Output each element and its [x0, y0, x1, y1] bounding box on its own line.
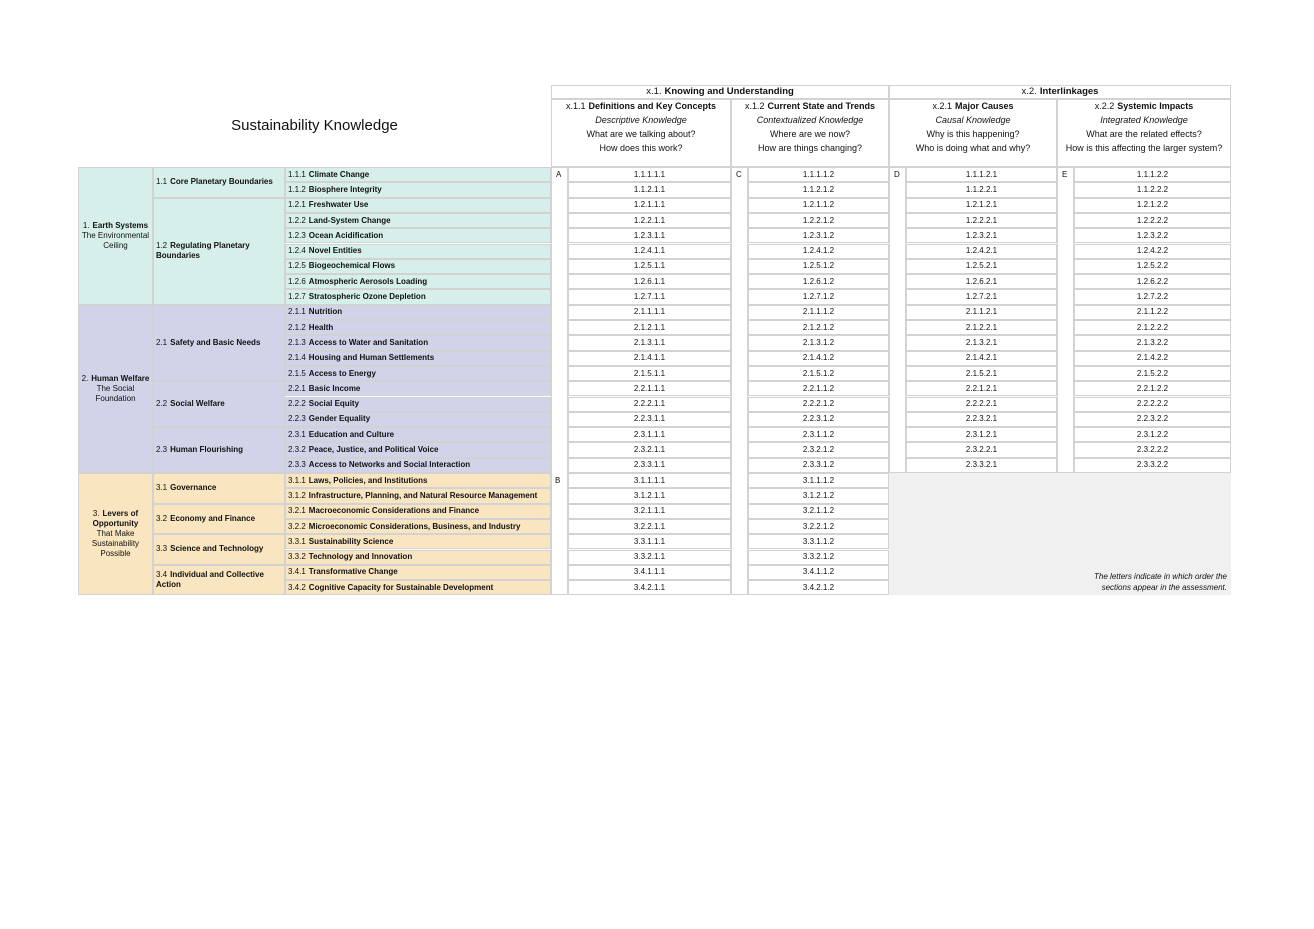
code-cell: 1.2.3.1.1 — [568, 228, 731, 243]
theme-cell — [153, 305, 285, 382]
topic-cell — [285, 550, 551, 565]
code-cell: 2.1.3.2.2 — [1074, 335, 1231, 350]
topic-label: Access to Energy — [308, 368, 376, 378]
topic-cell — [285, 473, 551, 488]
theme-number: 3.3 — [156, 544, 168, 554]
code-cell: 2.1.3.2.1 — [906, 335, 1057, 350]
code-cell: 2.2.3.2.1 — [906, 412, 1057, 427]
theme-number: 2.2 — [156, 399, 168, 409]
topic-cell — [285, 504, 551, 519]
topic-label: Sustainability Science — [308, 536, 394, 546]
code-cell: 2.3.2.1.1 — [568, 442, 731, 457]
topic-cell — [285, 565, 551, 580]
column-question-2: Who is doing what and why? — [915, 143, 1031, 153]
code-cell: 2.1.2.2.2 — [1074, 320, 1231, 335]
topic-label: Access to Networks and Social Interaction — [308, 460, 471, 470]
topic-label: Health — [308, 322, 334, 332]
topic-cell — [285, 198, 551, 213]
code-cell: 1.2.2.1.1 — [568, 213, 731, 228]
code-cell: 2.3.1.2.1 — [906, 427, 1057, 442]
code-cell: 3.4.1.1.1 — [568, 565, 731, 580]
topic-cell — [285, 320, 551, 335]
column-knowledge-type: Integrated Knowledge — [1100, 115, 1188, 125]
column-header-frame — [551, 99, 731, 167]
topic-cell — [285, 366, 551, 381]
topic-number: 1.2.6 — [288, 276, 306, 286]
column-label: Systemic Impacts — [1117, 101, 1194, 111]
theme-number: 1.2 — [156, 241, 168, 251]
code-cell: 3.4.2.1.2 — [748, 580, 889, 595]
column-group-header — [889, 85, 1231, 99]
topic-cell — [285, 228, 551, 243]
column-question-2: How is this affecting the larger system? — [1065, 143, 1223, 153]
topic-label: Land-System Change — [308, 215, 391, 225]
theme-number: 1.1 — [156, 177, 168, 187]
code-cell: 2.2.1.1.1 — [568, 381, 731, 396]
topic-number: 2.3.2 — [288, 445, 306, 455]
topic-cell — [285, 259, 551, 274]
topic-number: 3.1.2 — [288, 490, 306, 500]
theme-label: Science and Technology — [170, 544, 264, 554]
domain-label: Levers of Opportunity — [92, 509, 139, 529]
topic-cell — [285, 442, 551, 457]
column-knowledge-type: Descriptive Knowledge — [595, 115, 687, 125]
code-cell: 1.2.6.1.1 — [568, 274, 731, 289]
theme-number: 3.1 — [156, 483, 168, 493]
column-question-2: How are things changing? — [757, 143, 863, 153]
topic-label: Technology and Innovation — [308, 552, 413, 562]
code-cell: 1.2.1.1.2 — [748, 198, 889, 213]
topic-number: 3.2.2 — [288, 521, 306, 531]
code-cell: 2.2.2.1.1 — [568, 397, 731, 412]
code-cell: 2.1.5.1.1 — [568, 366, 731, 381]
topic-label: Social Equity — [308, 399, 360, 409]
code-cell: 2.1.3.1.1 — [568, 335, 731, 350]
topic-number: 1.1.1 — [288, 169, 306, 179]
interlinkage-na-area — [889, 473, 1231, 595]
code-cell: 2.1.5.2.2 — [1074, 366, 1231, 381]
code-cell: 1.2.5.1.2 — [748, 259, 889, 274]
code-cell: 2.2.1.1.2 — [748, 381, 889, 396]
topic-number: 2.2.3 — [288, 414, 306, 424]
topic-number: 1.2.1 — [288, 200, 306, 210]
topic-label: Housing and Human Settlements — [308, 353, 435, 363]
column-knowledge-type: Contextualized Knowledge — [756, 115, 864, 125]
topic-cell — [285, 305, 551, 320]
domain-subtitle: The Environmental Ceiling — [81, 230, 150, 250]
topic-number: 2.1.2 — [288, 322, 306, 332]
topic-cell — [285, 244, 551, 259]
theme-number: 2.3 — [156, 445, 168, 455]
column-question-1: Where are we now? — [769, 129, 851, 139]
topic-label: Gender Equality — [308, 414, 371, 424]
topic-cell — [285, 213, 551, 228]
topic-label: Stratospheric Ozone Depletion — [308, 292, 426, 302]
topic-label: Transformative Change — [308, 567, 398, 577]
topic-label: Climate Change — [308, 169, 370, 179]
column-label: Definitions and Key Concepts — [588, 101, 717, 111]
code-cell: 2.2.3.1.1 — [568, 412, 731, 427]
code-cell: 3.2.1.1.1 — [568, 504, 731, 519]
theme-title — [156, 338, 260, 348]
code-cell: 2.3.1.1.1 — [568, 427, 731, 442]
code-cell: 2.1.1.1.1 — [568, 305, 731, 320]
domain-title — [79, 509, 152, 529]
code-cell: 2.1.4.2.1 — [906, 351, 1057, 366]
topic-number: 2.1.5 — [288, 368, 306, 378]
code-cell: 3.2.2.1.1 — [568, 519, 731, 534]
topic-label: Access to Water and Sanitation — [308, 337, 429, 347]
code-cell: 2.2.2.2.1 — [906, 397, 1057, 412]
code-cell: 1.2.2.1.2 — [748, 213, 889, 228]
code-cell: 1.2.2.2.1 — [906, 213, 1057, 228]
code-cell: 2.2.1.2.2 — [1074, 381, 1231, 396]
code-cell: 1.1.2.1.1 — [568, 182, 731, 197]
column-label: Major Causes — [954, 101, 1014, 111]
column-group-number: x.1. — [646, 86, 662, 97]
topic-number: 3.2.1 — [288, 506, 306, 516]
topic-number: 2.1.1 — [288, 307, 306, 317]
code-cell: 1.1.2.1.2 — [748, 182, 889, 197]
code-cell: 2.3.1.1.2 — [748, 427, 889, 442]
code-cell: 1.2.5.2.1 — [906, 259, 1057, 274]
domain-cell — [78, 305, 153, 473]
theme-number: 2.1 — [156, 337, 168, 347]
topic-number: 2.1.4 — [288, 353, 306, 363]
code-cell: 2.1.5.1.2 — [748, 366, 889, 381]
code-cell: 2.2.1.2.1 — [906, 381, 1057, 396]
code-cell: 1.2.6.1.2 — [748, 274, 889, 289]
topic-cell — [285, 274, 551, 289]
column-number: x.2.1 — [932, 101, 952, 111]
theme-label: Social Welfare — [170, 399, 225, 409]
code-cell: 1.2.6.2.2 — [1074, 274, 1231, 289]
theme-cell — [153, 565, 285, 596]
topic-label: Macroeconomic Considerations and Finance — [308, 506, 480, 516]
code-cell: 2.3.3.2.1 — [906, 458, 1057, 473]
code-cell: 2.1.2.2.1 — [906, 320, 1057, 335]
theme-cell — [153, 427, 285, 473]
column-header-frame — [889, 99, 1057, 167]
domain-title — [83, 221, 148, 231]
domain-number: 1. — [82, 220, 90, 230]
theme-title — [156, 399, 225, 409]
code-cell: 2.1.3.1.2 — [748, 335, 889, 350]
theme-label: Safety and Basic Needs — [170, 337, 261, 347]
code-cell: 2.2.3.2.2 — [1074, 412, 1231, 427]
topic-label: Freshwater Use — [308, 200, 369, 210]
domain-number: 2. — [81, 373, 89, 383]
theme-title — [156, 483, 216, 493]
code-cell: 1.2.7.2.1 — [906, 289, 1057, 304]
column-question-2: How does this work? — [599, 143, 683, 153]
theme-cell — [153, 167, 285, 198]
domain-subtitle: The Social Foundation — [95, 383, 136, 403]
column-number: x.1.1 — [565, 101, 586, 111]
theme-label: Core Planetary Boundaries — [170, 177, 273, 187]
topic-number: 1.2.4 — [288, 246, 306, 256]
column-header-frame — [731, 99, 889, 167]
code-cell: 3.3.2.1.1 — [568, 550, 731, 565]
code-cell: 1.2.7.1.1 — [568, 289, 731, 304]
topic-label: Novel Entities — [308, 246, 362, 256]
topic-cell — [285, 289, 551, 304]
topic-number: 2.2.2 — [288, 399, 306, 409]
topic-cell — [285, 182, 551, 197]
topic-label: Infrastructure, Planning, and Natural Resource Management — [308, 490, 538, 500]
column-group-label: Interlinkages — [1039, 86, 1099, 97]
page-title: Sustainability Knowledge — [231, 116, 398, 134]
column-label: Current State and Trends — [767, 101, 876, 111]
code-cell: 3.3.1.1.2 — [748, 534, 889, 549]
topic-label: Biogeochemical Flows — [308, 261, 396, 271]
code-cell: 1.2.4.2.2 — [1074, 244, 1231, 259]
topic-label: Biosphere Integrity — [308, 184, 382, 194]
domain-title — [82, 374, 150, 384]
topic-label: Education and Culture — [308, 429, 395, 439]
theme-label: Governance — [170, 483, 217, 493]
topic-label: Basic Income — [308, 383, 361, 393]
code-cell: 1.2.1.1.1 — [568, 198, 731, 213]
code-cell: 1.2.7.2.2 — [1074, 289, 1231, 304]
code-cell: 1.2.7.1.2 — [748, 289, 889, 304]
theme-cell — [153, 381, 285, 427]
topic-cell — [285, 381, 551, 396]
theme-label: Economy and Finance — [170, 513, 256, 523]
topic-number: 2.2.1 — [288, 383, 306, 393]
topic-number: 3.3.2 — [288, 552, 306, 562]
code-cell: 2.3.2.2.1 — [906, 442, 1057, 457]
code-cell: 1.1.1.2.1 — [906, 167, 1057, 182]
column-number: x.1.2 — [744, 101, 765, 111]
code-cell: 2.1.5.2.1 — [906, 366, 1057, 381]
topic-number: 3.4.1 — [288, 567, 306, 577]
topic-number: 1.2.2 — [288, 215, 306, 225]
topic-number: 2.3.3 — [288, 460, 306, 470]
theme-label: Individual and Collective Action — [156, 570, 264, 590]
code-cell: 1.2.3.1.2 — [748, 228, 889, 243]
column-knowledge-type: Causal Knowledge — [935, 115, 1011, 125]
topic-number: 3.4.2 — [288, 582, 306, 592]
code-cell: 2.3.3.1.1 — [568, 458, 731, 473]
code-cell: 2.3.3.1.2 — [748, 458, 889, 473]
topic-cell — [285, 335, 551, 350]
topic-cell — [285, 488, 551, 503]
code-cell: 1.2.4.1.1 — [568, 244, 731, 259]
code-cell: 2.1.1.1.2 — [748, 305, 889, 320]
code-cell: 1.2.4.1.2 — [748, 244, 889, 259]
column-group-header — [551, 85, 889, 99]
code-cell: 1.1.1.1.2 — [748, 167, 889, 182]
topic-number: 1.2.5 — [288, 261, 306, 271]
domain-subtitle: That Make Sustainability Possible — [91, 529, 140, 559]
theme-title — [156, 544, 263, 554]
theme-title — [156, 445, 243, 455]
code-cell: 3.2.2.1.2 — [748, 519, 889, 534]
topic-cell — [285, 580, 551, 595]
code-cell: 2.1.4.1.2 — [748, 351, 889, 366]
code-cell: 2.1.2.1.2 — [748, 320, 889, 335]
column-header-frame — [1057, 99, 1231, 167]
code-cell: 3.4.1.1.2 — [748, 565, 889, 580]
topic-label: Nutrition — [308, 307, 343, 317]
column-number: x.2.2 — [1094, 101, 1115, 111]
topic-label: Laws, Policies, and Institutions — [308, 475, 428, 485]
topic-number: 1.2.3 — [288, 230, 306, 240]
code-cell: 3.2.1.1.2 — [748, 504, 889, 519]
topic-label: Microeconomic Considerations, Business, and Industry — [308, 521, 521, 531]
topic-label: Ocean Acidification — [308, 230, 384, 240]
code-cell: 3.1.1.1.1 — [568, 473, 731, 488]
topic-cell — [285, 427, 551, 442]
column-question-1: Why is this happening? — [926, 129, 1020, 139]
topic-cell — [285, 519, 551, 534]
topic-label: Peace, Justice, and Political Voice — [308, 445, 439, 455]
topic-number: 2.1.3 — [288, 337, 306, 347]
theme-number: 3.2 — [156, 513, 168, 523]
theme-title — [156, 514, 255, 524]
order-note: The letters indicate in which order the sections appear in the assessment. — [1094, 572, 1227, 593]
column-group-number: x.2. — [1021, 86, 1037, 97]
theme-title — [156, 177, 273, 187]
topic-number: 1.2.7 — [288, 292, 306, 302]
code-cell: 3.4.2.1.1 — [568, 580, 731, 595]
code-cell: 1.1.2.2.1 — [906, 182, 1057, 197]
code-cell: 2.2.2.1.2 — [748, 397, 889, 412]
topic-cell — [285, 167, 551, 182]
code-cell: 1.2.3.2.2 — [1074, 228, 1231, 243]
code-cell: 1.2.6.2.1 — [906, 274, 1057, 289]
topic-label: Cognitive Capacity for Sustainable Development — [308, 582, 494, 592]
code-cell: 1.2.2.2.2 — [1074, 213, 1231, 228]
code-cell: 2.3.1.2.2 — [1074, 427, 1231, 442]
code-cell: 3.3.1.1.1 — [568, 534, 731, 549]
code-cell: 2.2.3.1.2 — [748, 412, 889, 427]
code-cell: 2.2.2.2.2 — [1074, 397, 1231, 412]
code-cell: 3.1.2.1.1 — [568, 488, 731, 503]
code-cell: 1.2.5.2.2 — [1074, 259, 1231, 274]
code-cell: 2.3.2.2.2 — [1074, 442, 1231, 457]
theme-cell — [153, 198, 285, 305]
domain-label: Earth Systems — [92, 220, 149, 230]
topic-number: 2.3.1 — [288, 429, 306, 439]
code-cell: 2.1.1.2.1 — [906, 305, 1057, 320]
domain-label: Human Welfare — [91, 373, 150, 383]
column-group-label: Knowing and Understanding — [664, 86, 794, 97]
topic-cell — [285, 534, 551, 549]
column-question-1: What are we talking about? — [586, 129, 696, 139]
letter-gutter: A — [551, 167, 568, 595]
theme-cell — [153, 504, 285, 535]
code-cell: 3.1.1.1.2 — [748, 473, 889, 488]
letter-gutter: D — [889, 167, 906, 473]
topic-number: 3.1.1 — [288, 475, 306, 485]
column-question-1: What are the related effects? — [1086, 129, 1202, 139]
topic-cell — [285, 458, 551, 473]
domain-number: 3. — [92, 509, 100, 519]
letter-gutter: C — [731, 167, 748, 595]
topic-cell — [285, 351, 551, 366]
code-cell: 1.1.1.1.1 — [568, 167, 731, 182]
topic-cell — [285, 412, 551, 427]
domain-cell — [78, 167, 153, 305]
code-cell: 1.2.1.2.2 — [1074, 198, 1231, 213]
theme-cell — [153, 534, 285, 565]
code-cell: 3.3.2.1.2 — [748, 550, 889, 565]
topic-cell — [285, 397, 551, 412]
letter-b: B — [555, 475, 561, 485]
code-cell: 1.2.1.2.1 — [906, 198, 1057, 213]
theme-cell — [153, 473, 285, 504]
code-cell: 2.1.4.2.2 — [1074, 351, 1231, 366]
topic-label: Atmospheric Aerosols Loading — [308, 276, 428, 286]
theme-label: Human Flourishing — [170, 445, 244, 455]
code-cell: 2.3.2.1.2 — [748, 442, 889, 457]
code-cell: 2.3.3.2.2 — [1074, 458, 1231, 473]
code-cell: 3.1.2.1.2 — [748, 488, 889, 503]
code-cell: 2.1.4.1.1 — [568, 351, 731, 366]
topic-number: 1.1.2 — [288, 184, 306, 194]
theme-number: 3.4 — [156, 570, 168, 580]
code-cell: 1.2.5.1.1 — [568, 259, 731, 274]
theme-label: Regulating Planetary Boundaries — [156, 241, 250, 261]
code-cell: 2.1.1.2.2 — [1074, 305, 1231, 320]
domain-cell — [78, 473, 153, 595]
theme-title — [156, 570, 284, 590]
code-cell: 1.1.2.2.2 — [1074, 182, 1231, 197]
letter-gutter: E — [1057, 167, 1074, 473]
code-cell: 2.1.2.1.1 — [568, 320, 731, 335]
code-cell: 1.1.1.2.2 — [1074, 167, 1231, 182]
theme-title — [156, 241, 284, 261]
code-cell: 1.2.3.2.1 — [906, 228, 1057, 243]
topic-number: 3.3.1 — [288, 536, 306, 546]
code-cell: 1.2.4.2.1 — [906, 244, 1057, 259]
